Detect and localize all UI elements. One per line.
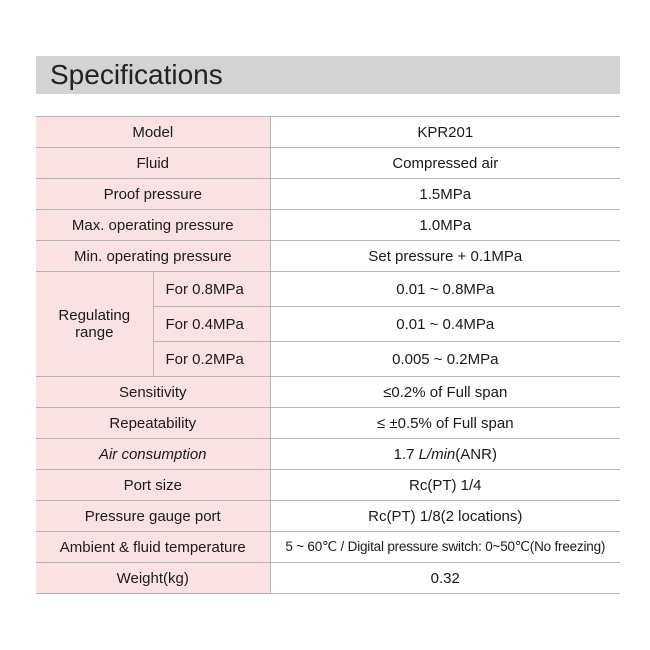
spec-value-min-operating-pressure: Set pressure + 0.1MPa xyxy=(270,241,620,272)
spec-value-repeatability: ≤ ±0.5% of Full span xyxy=(270,408,620,439)
spec-sublabel-range-0-2: For 0.2MPa xyxy=(153,342,270,377)
air-consumption-number: 1.7 xyxy=(393,445,419,463)
spec-sublabel-range-0-4: For 0.4MPa xyxy=(153,307,270,342)
spec-value-air-consumption xyxy=(270,439,620,470)
spec-label-model: Model xyxy=(36,117,270,148)
table-row xyxy=(36,210,620,241)
regulating-range-label-line1: Regulating xyxy=(58,307,131,324)
spec-value-max-operating-pressure: 1.0MPa xyxy=(270,210,620,241)
spec-label-sensitivity: Sensitivity xyxy=(36,377,270,408)
spec-value-ambient-temperature: 5 ~ 60℃ / Digital pressure switch: 0~50℃(No freezing) xyxy=(270,532,620,563)
spec-label-air-consumption: Air consumption xyxy=(36,439,270,470)
table-row xyxy=(36,563,620,594)
spec-label-proof-pressure: Proof pressure xyxy=(36,179,270,210)
air-consumption-unit: L/min xyxy=(418,445,456,463)
table-row xyxy=(36,501,620,532)
table-row xyxy=(36,148,620,179)
table-row xyxy=(36,470,620,501)
table-row xyxy=(36,241,620,272)
table-row xyxy=(36,179,620,210)
spec-value-weight: 0.32 xyxy=(270,563,620,594)
spec-label-repeatability: Repeatability xyxy=(36,408,270,439)
spec-label-max-operating-pressure: Max. operating pressure xyxy=(36,210,270,241)
page-title: Specifications xyxy=(50,59,223,90)
spec-value-range-0-2: 0.005 ~ 0.2MPa xyxy=(270,342,620,377)
spec-value-range-0-8: 0.01 ~ 0.8MPa xyxy=(270,272,620,307)
spec-value-port-size: Rc(PT) 1/4 xyxy=(270,470,620,501)
air-consumption-suffix: (ANR) xyxy=(455,445,497,463)
regulating-range-label-line2: range xyxy=(75,324,114,341)
spec-value-fluid: Compressed air xyxy=(270,148,620,179)
table-row xyxy=(36,532,620,563)
table-row xyxy=(36,272,620,307)
spec-label-fluid: Fluid xyxy=(36,148,270,179)
spec-label-regulating-range xyxy=(36,272,153,377)
spec-label-weight: Weight(kg) xyxy=(36,563,270,594)
spec-value-range-0-4: 0.01 ~ 0.4MPa xyxy=(270,307,620,342)
spec-table xyxy=(36,116,620,594)
title-bar xyxy=(36,56,620,94)
spec-sublabel-range-0-8: For 0.8MPa xyxy=(153,272,270,307)
spec-value-sensitivity: ≤0.2% of Full span xyxy=(270,377,620,408)
table-row xyxy=(36,377,620,408)
spec-label-port-size: Port size xyxy=(36,470,270,501)
table-row xyxy=(36,117,620,148)
spec-label-pressure-gauge-port: Pressure gauge port xyxy=(36,501,270,532)
table-row xyxy=(36,439,620,470)
spec-label-ambient-temperature: Ambient & fluid temperature xyxy=(36,532,270,563)
spec-value-pressure-gauge-port: Rc(PT) 1/8(2 locations) xyxy=(270,501,620,532)
table-row xyxy=(36,408,620,439)
spec-label-min-operating-pressure: Min. operating pressure xyxy=(36,241,270,272)
spec-value-model: KPR201 xyxy=(270,117,620,148)
spec-value-proof-pressure: 1.5MPa xyxy=(270,179,620,210)
